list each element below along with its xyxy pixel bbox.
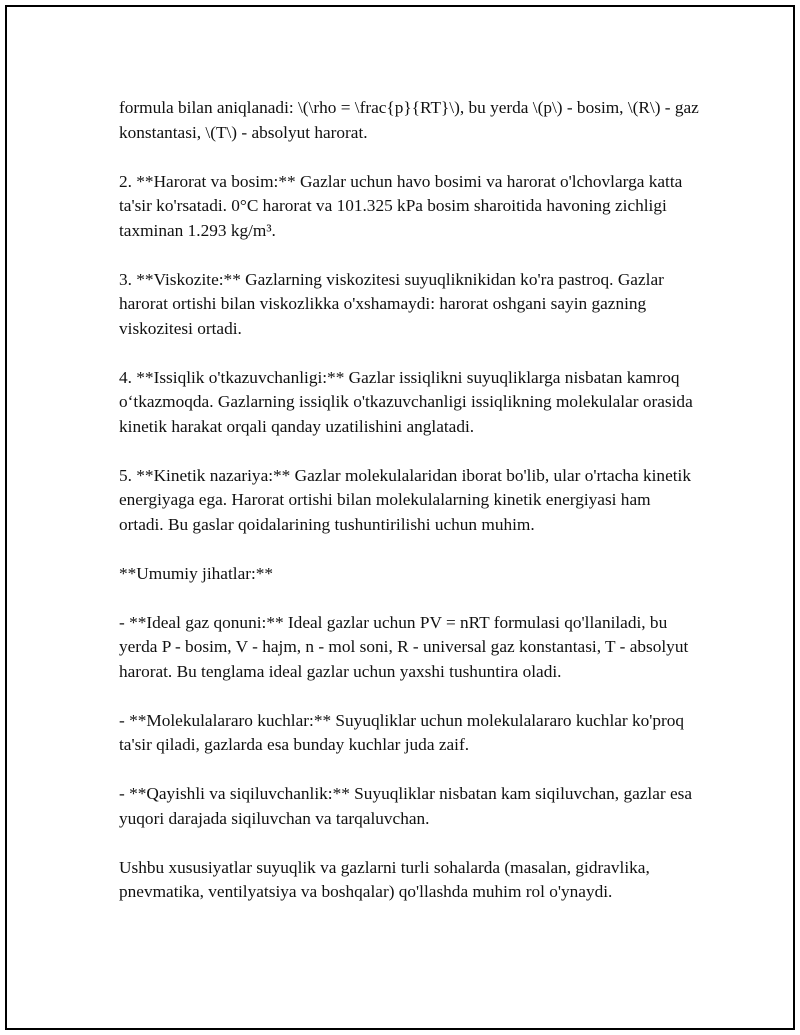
paragraph-viscosity: 3. **Viskozite:** Gazlarning viskozitesi suyuqliknikidan ko'ra pastroq. Gazlar harorat ortishi bilan viskozlikka o'xshamaydi: harorat oshgani sayin gazning viskozitesi ortadi. [119, 269, 664, 338]
document-page [5, 5, 795, 1030]
paragraph-temperature-pressure: 2. **Harorat va bosim:** Gazlar uchun havo bosimi va harorat o'lchovlarga katta ta'sir ko'rsatadi. 0°C harorat va 101.325 kPa bosim sharoitida havoning zichligi taxminan 1.293 kg/m³. [119, 171, 683, 240]
paragraph-compressibility: - **Qayishli va siqiluvchanlik:** Suyuqliklar nisbatan kam siqiluvchan, gazlar esa yuqori darajada siqiluvchan va tarqaluvchan. [119, 784, 693, 828]
paragraph-kinetic-theory: 5. **Kinetik nazariya:** Gazlar molekulalaridan iborat bo'lib, ular o'rtacha kinetik energiyaga ega. Harorat ortishi bilan molekulalarning kinetik energiyasi ham ortadi. Bu gaslar qoidalarining tushuntirilishi uchun muhim. [119, 465, 691, 534]
paragraph-density-formula: formula bilan aniqlanadi: \(\rho = \frac{p}{RT}\), bu yerda \(p\) - bosim, \(R\) - gaz konstantasi, \(T\) - absolyut harorat. [119, 98, 699, 142]
paragraph-conclusion: Ushbu xususiyatlar suyuqlik va gazlarni turli sohalarda (masalan, gidravlika, pnevmatika, ventilyatsiya va boshqalar) qo'llashda muhim rol o'ynaydi. [119, 857, 650, 901]
document-body [119, 96, 699, 929]
paragraph-intermolecular-forces: - **Molekulalararo kuchlar:** Suyuqliklar uchun molekulalararo kuchlar ko'proq ta'sir qiladi, gazlarda esa bunday kuchlar juda zaif. [119, 710, 685, 754]
paragraph-thermal-conductivity: 4. **Issiqlik o'tkazuvchanligi:** Gazlar issiqlikni suyuqliklarga nisbatan kamroq o‘tkazmoqda. Gazlarning issiqlik o'tkazuvchanligi issiqlikning molekulalar orasida kinetik harakat orqali qanday uzatilishini anglatadi. [119, 367, 693, 436]
section-heading-general-aspects: **Umumiy jihatlar:** [119, 563, 274, 583]
paragraph-ideal-gas-law: - **Ideal gaz qonuni:** Ideal gazlar uchun PV = nRT formulasi qo'llaniladi, bu yerda P - bosim, V - hajm, n - mol soni, R - universal gaz konstantasi, T - absolyut harorat. Bu tenglama ideal gazlar uchun yaxshi tushuntira oladi. [119, 612, 689, 681]
